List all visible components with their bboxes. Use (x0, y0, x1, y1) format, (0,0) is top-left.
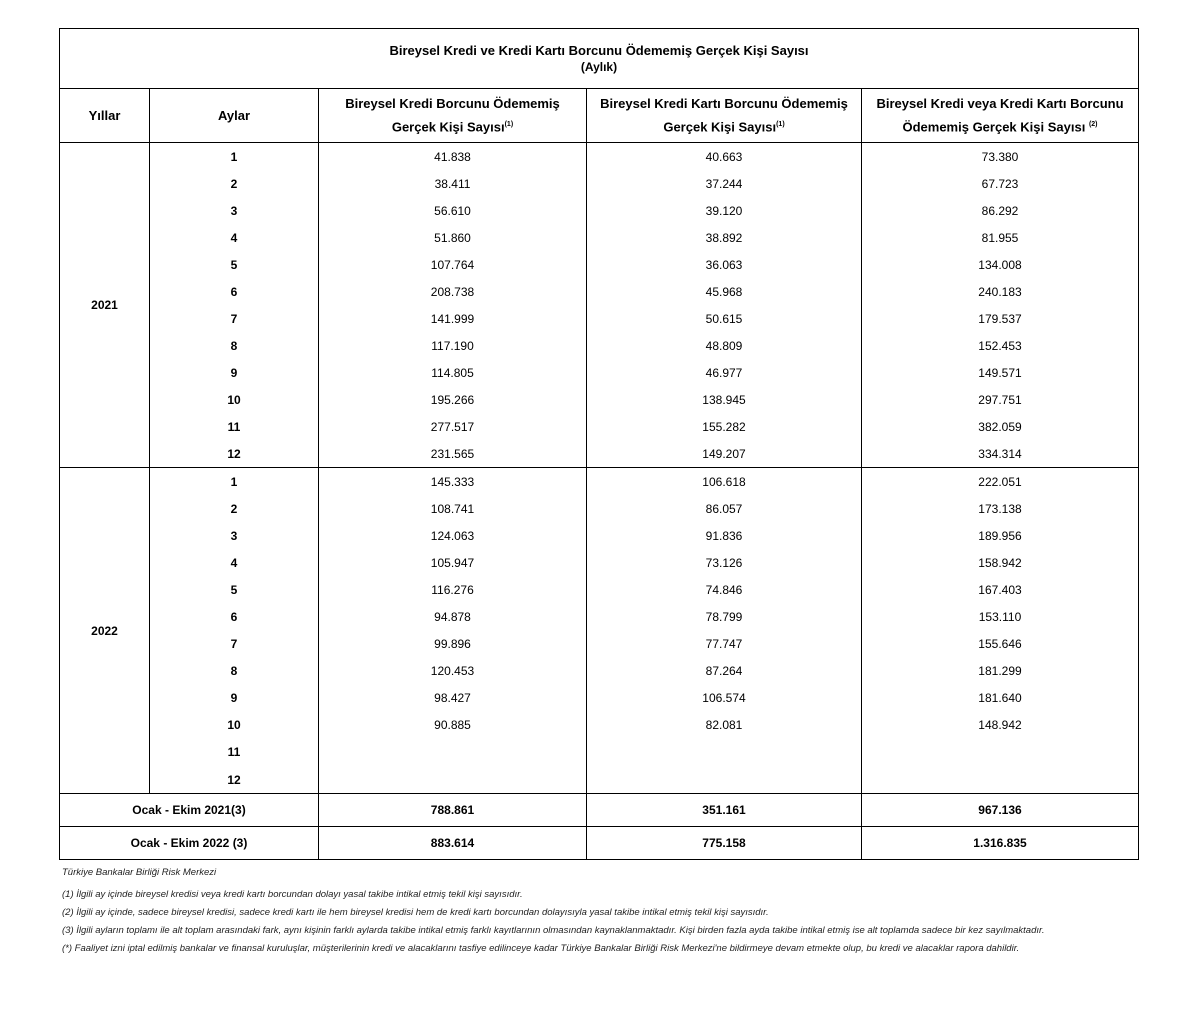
table-row (60, 712, 1139, 739)
month-cell: 12 (150, 766, 319, 794)
col2-cell: 78.799 (587, 603, 862, 630)
col3-cell: 148.942 (862, 712, 1139, 739)
total-col2: 775.158 (587, 827, 862, 860)
col3-cell: 222.051 (862, 468, 1139, 496)
month-cell: 11 (150, 413, 319, 440)
table-row (60, 766, 1139, 794)
col1-cell (319, 739, 587, 766)
total-col3: 967.136 (862, 794, 1139, 827)
col1-cell: 124.063 (319, 522, 587, 549)
table-body (60, 143, 1139, 794)
col1-cell: 98.427 (319, 685, 587, 712)
footnotes (62, 867, 1122, 961)
table-row (60, 603, 1139, 630)
col3-cell (862, 739, 1139, 766)
total-col2: 351.161 (587, 794, 862, 827)
table-row (60, 251, 1139, 278)
col1-cell: 277.517 (319, 413, 587, 440)
table-row (60, 739, 1139, 766)
month-cell: 1 (150, 143, 319, 171)
header-col3-footnote: (2) (1088, 121, 1098, 129)
month-cell: 11 (150, 739, 319, 766)
table-row (60, 468, 1139, 496)
col2-cell: 86.057 (587, 495, 862, 522)
source-note: Türkiye Bankalar Birliği Risk Merkezi (62, 867, 217, 878)
col3-cell: 167.403 (862, 576, 1139, 603)
col1-cell: 120.453 (319, 658, 587, 685)
col1-cell: 208.738 (319, 278, 587, 305)
col1-cell: 108.741 (319, 495, 587, 522)
table-row (60, 197, 1139, 224)
month-cell: 12 (150, 440, 319, 468)
col1-cell: 41.838 (319, 143, 587, 171)
year-cell: 2022 (60, 468, 150, 794)
col2-cell: 155.282 (587, 413, 862, 440)
month-cell: 3 (150, 522, 319, 549)
header-col1-footnote: (1) (504, 121, 514, 129)
total-row-2022 (60, 827, 1139, 860)
month-cell: 9 (150, 359, 319, 386)
col2-cell: 46.977 (587, 359, 862, 386)
table-row (60, 278, 1139, 305)
col3-cell: 81.955 (862, 224, 1139, 251)
col3-cell: 189.956 (862, 522, 1139, 549)
month-cell: 2 (150, 495, 319, 522)
table-title-cell (60, 29, 1139, 89)
col2-cell (587, 766, 862, 794)
total-col1: 883.614 (319, 827, 587, 860)
col3-cell: 73.380 (862, 143, 1139, 171)
col1-cell: 107.764 (319, 251, 587, 278)
table-row (60, 522, 1139, 549)
col1-cell: 94.878 (319, 603, 587, 630)
col2-cell (587, 739, 862, 766)
table-row (60, 359, 1139, 386)
header-col1-line1: Bireysel Kredi Borcunu Ödememiş (345, 96, 560, 112)
col3-cell: 382.059 (862, 413, 1139, 440)
table-row (60, 143, 1139, 171)
col1-cell: 56.610 (319, 197, 587, 224)
col3-cell: 297.751 (862, 386, 1139, 413)
month-cell: 7 (150, 631, 319, 658)
col3-cell: 158.942 (862, 549, 1139, 576)
header-months: Aylar (150, 89, 319, 143)
col1-cell: 117.190 (319, 332, 587, 359)
table-row (60, 170, 1139, 197)
year-cell: 2021 (60, 143, 150, 468)
col3-cell: 149.571 (862, 359, 1139, 386)
col2-cell: 82.081 (587, 712, 862, 739)
total-label: Ocak - Ekim 2021(3) (60, 794, 319, 827)
month-cell: 10 (150, 386, 319, 413)
data-table (59, 28, 1139, 860)
col1-cell: 195.266 (319, 386, 587, 413)
col2-cell: 106.574 (587, 685, 862, 712)
col1-cell: 116.276 (319, 576, 587, 603)
col3-cell: 152.453 (862, 332, 1139, 359)
table-row (60, 305, 1139, 332)
month-cell: 8 (150, 658, 319, 685)
col3-cell (862, 766, 1139, 794)
month-cell: 4 (150, 549, 319, 576)
col1-cell: 141.999 (319, 305, 587, 332)
col3-cell: 181.640 (862, 685, 1139, 712)
month-cell: 10 (150, 712, 319, 739)
col3-cell: 86.292 (862, 197, 1139, 224)
month-cell: 5 (150, 251, 319, 278)
table-row (60, 658, 1139, 685)
col2-cell: 50.615 (587, 305, 862, 332)
header-col2-footnote: (1) (776, 121, 785, 129)
col1-cell: 105.947 (319, 549, 587, 576)
header-col2-line1: Bireysel Kredi Kartı Borcunu Ödememiş (600, 96, 848, 112)
total-label: Ocak - Ekim 2022 (3) (60, 827, 319, 860)
total-col3: 1.316.835 (862, 827, 1139, 860)
col2-cell: 40.663 (587, 143, 862, 171)
col3-cell: 173.138 (862, 495, 1139, 522)
col3-cell: 67.723 (862, 170, 1139, 197)
table-row (60, 413, 1139, 440)
table-subtitle: (Aylık) (580, 59, 618, 74)
col2-cell: 36.063 (587, 251, 862, 278)
month-cell: 7 (150, 305, 319, 332)
month-cell: 3 (150, 197, 319, 224)
col1-cell: 38.411 (319, 170, 587, 197)
table-row (60, 332, 1139, 359)
col2-cell: 74.846 (587, 576, 862, 603)
table-row (60, 685, 1139, 712)
table-row (60, 576, 1139, 603)
col2-cell: 45.968 (587, 278, 862, 305)
col2-cell: 37.244 (587, 170, 862, 197)
col1-cell: 231.565 (319, 440, 587, 468)
col2-cell: 106.618 (587, 468, 862, 496)
header-col1-line2: Gerçek Kişi Sayısı (391, 119, 505, 135)
month-cell: 6 (150, 278, 319, 305)
col2-cell: 38.892 (587, 224, 862, 251)
col2-cell: 77.747 (587, 631, 862, 658)
col2-cell: 138.945 (587, 386, 862, 413)
col1-cell: 90.885 (319, 712, 587, 739)
table-row (60, 495, 1139, 522)
col3-cell: 134.008 (862, 251, 1139, 278)
month-cell: 8 (150, 332, 319, 359)
total-col1: 788.861 (319, 794, 587, 827)
header-col2-line2: Gerçek Kişi Sayısı (663, 119, 777, 135)
col3-cell: 181.299 (862, 658, 1139, 685)
col3-cell: 153.110 (862, 603, 1139, 630)
table-row (60, 549, 1139, 576)
header-col2 (587, 89, 862, 143)
col2-cell: 48.809 (587, 332, 862, 359)
month-cell: 5 (150, 576, 319, 603)
header-col3 (862, 89, 1139, 143)
header-col3-line1: Bireysel Kredi veya Kredi Kartı Borcunu (876, 96, 1124, 112)
total-row-2021 (60, 794, 1139, 827)
header-col3-line2: Ödememiş Gerçek Kişi Sayısı (902, 119, 1086, 135)
header-years: Yıllar (60, 89, 150, 143)
footnote-3: (3) İlgili ayların toplamı ile alt toplam arasındaki fark, aynı kişinin farklı aylarda takibe intikal etmiş farklı kayıtlarının olmasından kaynaklanmaktadır. Kişi birden fazla ayda takibe intikal etmiş ise alt toplamda sadece bir kez sayılmaktadır. (62, 925, 1045, 936)
table-title: Bireysel Kredi ve Kredi Kartı Borcunu Ödememiş Gerçek Kişi Sayısı (389, 42, 809, 58)
totals-body (60, 794, 1139, 860)
month-cell: 9 (150, 685, 319, 712)
table-row (60, 631, 1139, 658)
col3-cell: 334.314 (862, 440, 1139, 468)
col1-cell: 145.333 (319, 468, 587, 496)
col2-cell: 73.126 (587, 549, 862, 576)
col3-cell: 155.646 (862, 631, 1139, 658)
footnote-1: (1) İlgili ay içinde bireysel kredisi veya kredi kartı borcundan dolayı yasal takibe intikal etmiş tekil kişi sayısıdır. (62, 889, 523, 900)
table-row (60, 386, 1139, 413)
table-row (60, 224, 1139, 251)
month-cell: 2 (150, 170, 319, 197)
col2-cell: 87.264 (587, 658, 862, 685)
col1-cell: 51.860 (319, 224, 587, 251)
col1-cell: 99.896 (319, 631, 587, 658)
month-cell: 1 (150, 468, 319, 496)
footnote-2: (2) İlgili ay içinde, sadece bireysel kredisi, sadece kredi kartı ile hem bireysel kredisi hem de kredi kartı borcundan dolayısıyla yasal takibe intikal etmiş tekil kişi sayısıdır. (62, 907, 769, 918)
footnote-4: (*) Faaliyet izni iptal edilmiş bankalar ve finansal kuruluşlar, müşterilerinin kredi ve alacaklarını tasfiye edilinceye kadar Türkiye Bankalar Birliği Risk Merkezi'ne bildirmeye devam etmekte olup, bu kredi ve alacaklar rapora dahildir. (62, 943, 1020, 954)
col3-cell: 240.183 (862, 278, 1139, 305)
month-cell: 6 (150, 603, 319, 630)
month-cell: 4 (150, 224, 319, 251)
header-col1 (319, 89, 587, 143)
table-row (60, 440, 1139, 468)
col1-cell: 114.805 (319, 359, 587, 386)
col1-cell (319, 766, 587, 794)
col3-cell: 179.537 (862, 305, 1139, 332)
col2-cell: 149.207 (587, 440, 862, 468)
col2-cell: 39.120 (587, 197, 862, 224)
col2-cell: 91.836 (587, 522, 862, 549)
header-row (60, 89, 1139, 143)
